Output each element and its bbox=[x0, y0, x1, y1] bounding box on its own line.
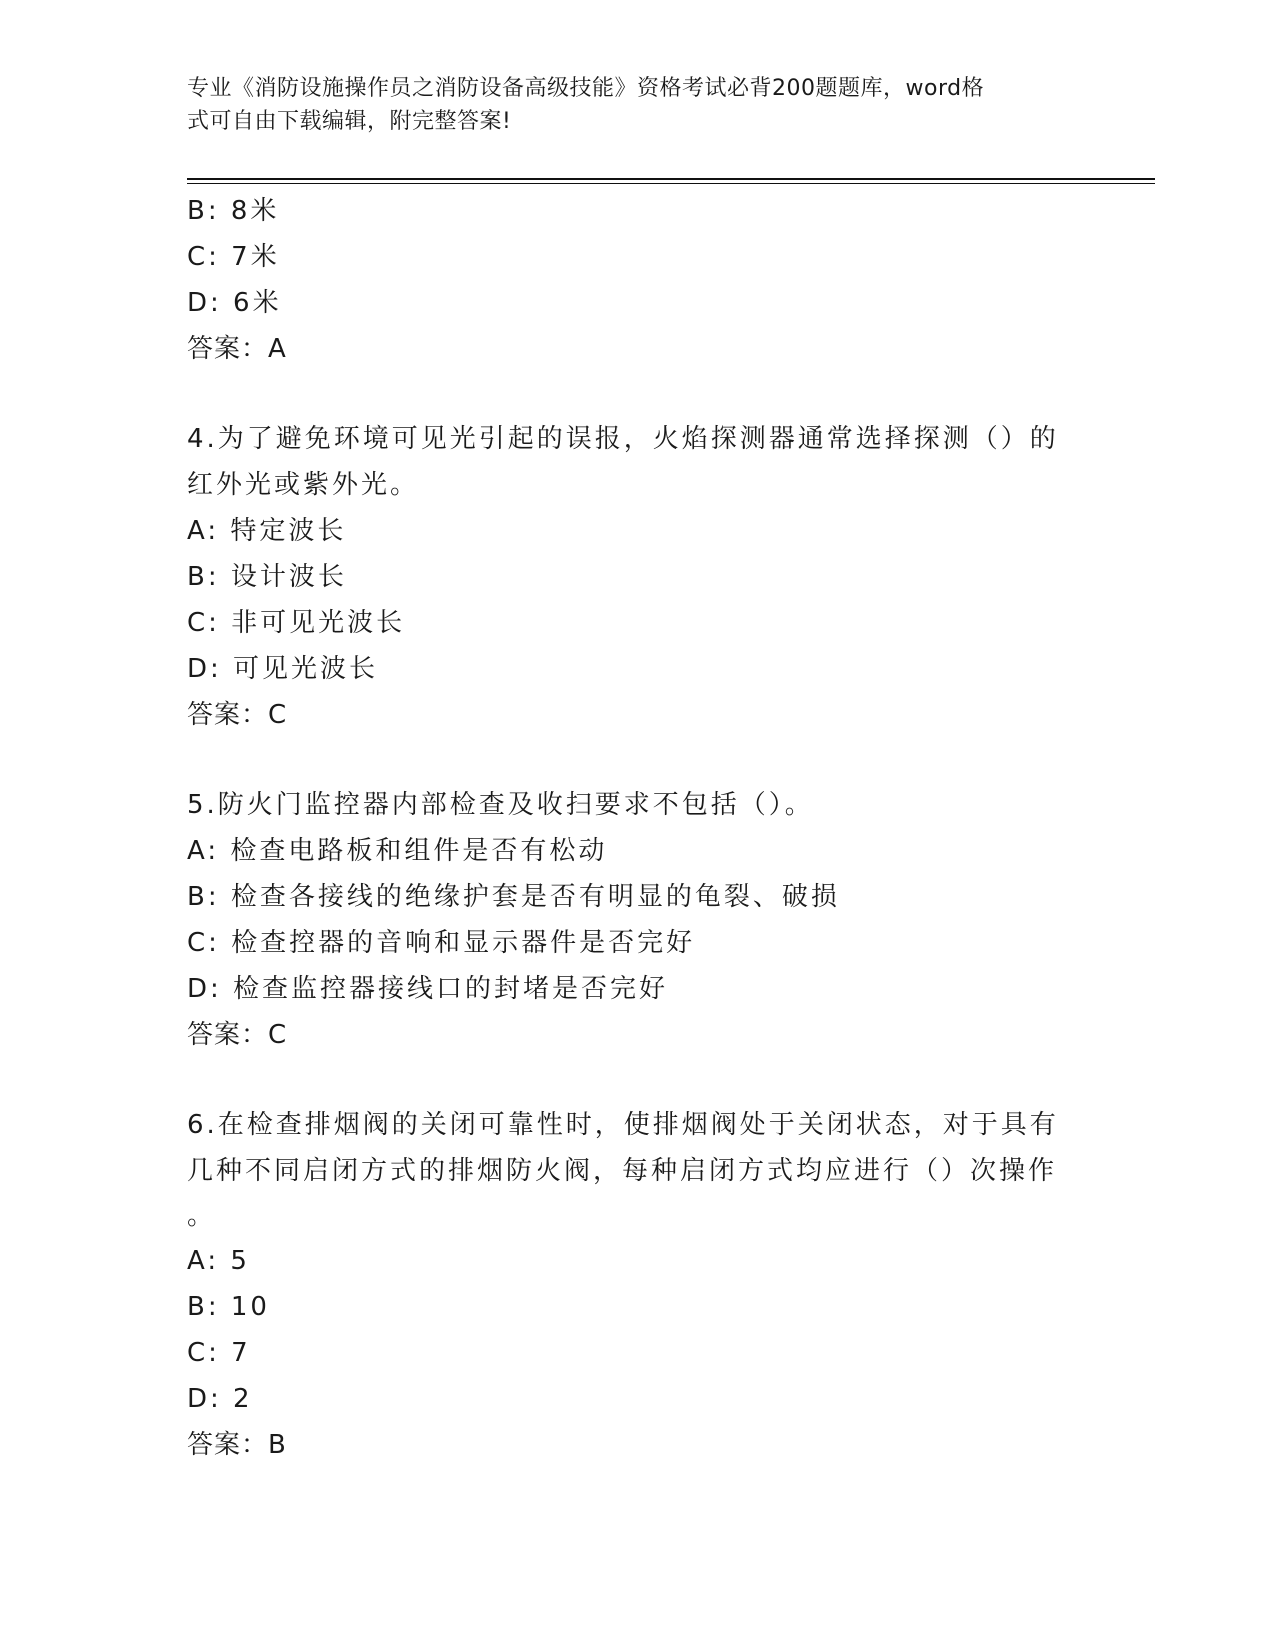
option-b: B: 10 bbox=[187, 1292, 270, 1322]
question-text-line: 红外光或紫外光。 bbox=[187, 470, 420, 500]
question-text-line: 5.防火门监控器内部检查及收扫要求不包括（）。 bbox=[187, 790, 814, 820]
header-divider-thin bbox=[187, 183, 1155, 184]
question-4 bbox=[187, 416, 1067, 738]
question-text-line: 。 bbox=[187, 1201, 217, 1231]
spacer bbox=[187, 372, 1067, 416]
answer-label: 答案：C bbox=[187, 1020, 288, 1050]
option-a: A: 特定波长 bbox=[187, 516, 347, 546]
option-d: D: 2 bbox=[187, 1384, 253, 1414]
document-header bbox=[187, 72, 1067, 138]
question-6 bbox=[187, 1102, 1067, 1468]
question-text-line: 几种不同启闭方式的排烟防火阀，每种启闭方式均应进行（）次操作 bbox=[187, 1156, 1058, 1186]
option-a: A: 5 bbox=[187, 1246, 250, 1276]
answer-label: 答案：B bbox=[187, 1430, 287, 1460]
question-list bbox=[187, 188, 1067, 1468]
header-divider-thick bbox=[187, 178, 1155, 180]
option-c: C: 7 bbox=[187, 1338, 251, 1368]
answer-label: 答案：A bbox=[187, 334, 287, 364]
header-line-1: 专业《消防设施操作员之消防设备高级技能》资格考试必背200题题库，word格 bbox=[187, 76, 985, 101]
option-a: A: 检查电路板和组件是否有松动 bbox=[187, 836, 608, 866]
question-5 bbox=[187, 782, 1067, 1058]
option-d: D: 6米 bbox=[187, 288, 282, 318]
option-c: C: 7米 bbox=[187, 242, 280, 272]
option-d: D: 检查监控器接线口的封堵是否完好 bbox=[187, 974, 669, 1004]
answer-label: 答案：C bbox=[187, 700, 288, 730]
option-b: B: 检查各接线的绝缘护套是否有明显的龟裂、破损 bbox=[187, 882, 840, 912]
question-text-line: 4.为了避免环境可见光引起的误报，火焰探测器通常选择探测（）的 bbox=[187, 424, 1059, 454]
header-line-2: 式可自由下载编辑，附完整答案! bbox=[187, 109, 512, 134]
question-3-tail bbox=[187, 188, 1067, 372]
option-b: B: 8米 bbox=[187, 196, 280, 226]
option-c: C: 检查控器的音响和显示器件是否完好 bbox=[187, 928, 696, 958]
spacer bbox=[187, 1058, 1067, 1102]
spacer bbox=[187, 738, 1067, 782]
option-d: D: 可见光波长 bbox=[187, 654, 379, 684]
option-b: B: 设计波长 bbox=[187, 562, 347, 592]
question-text-line: 6.在检查排烟阀的关闭可靠性时，使排烟阀处于关闭状态，对于具有 bbox=[187, 1110, 1059, 1140]
option-c: C: 非可见光波长 bbox=[187, 608, 406, 638]
